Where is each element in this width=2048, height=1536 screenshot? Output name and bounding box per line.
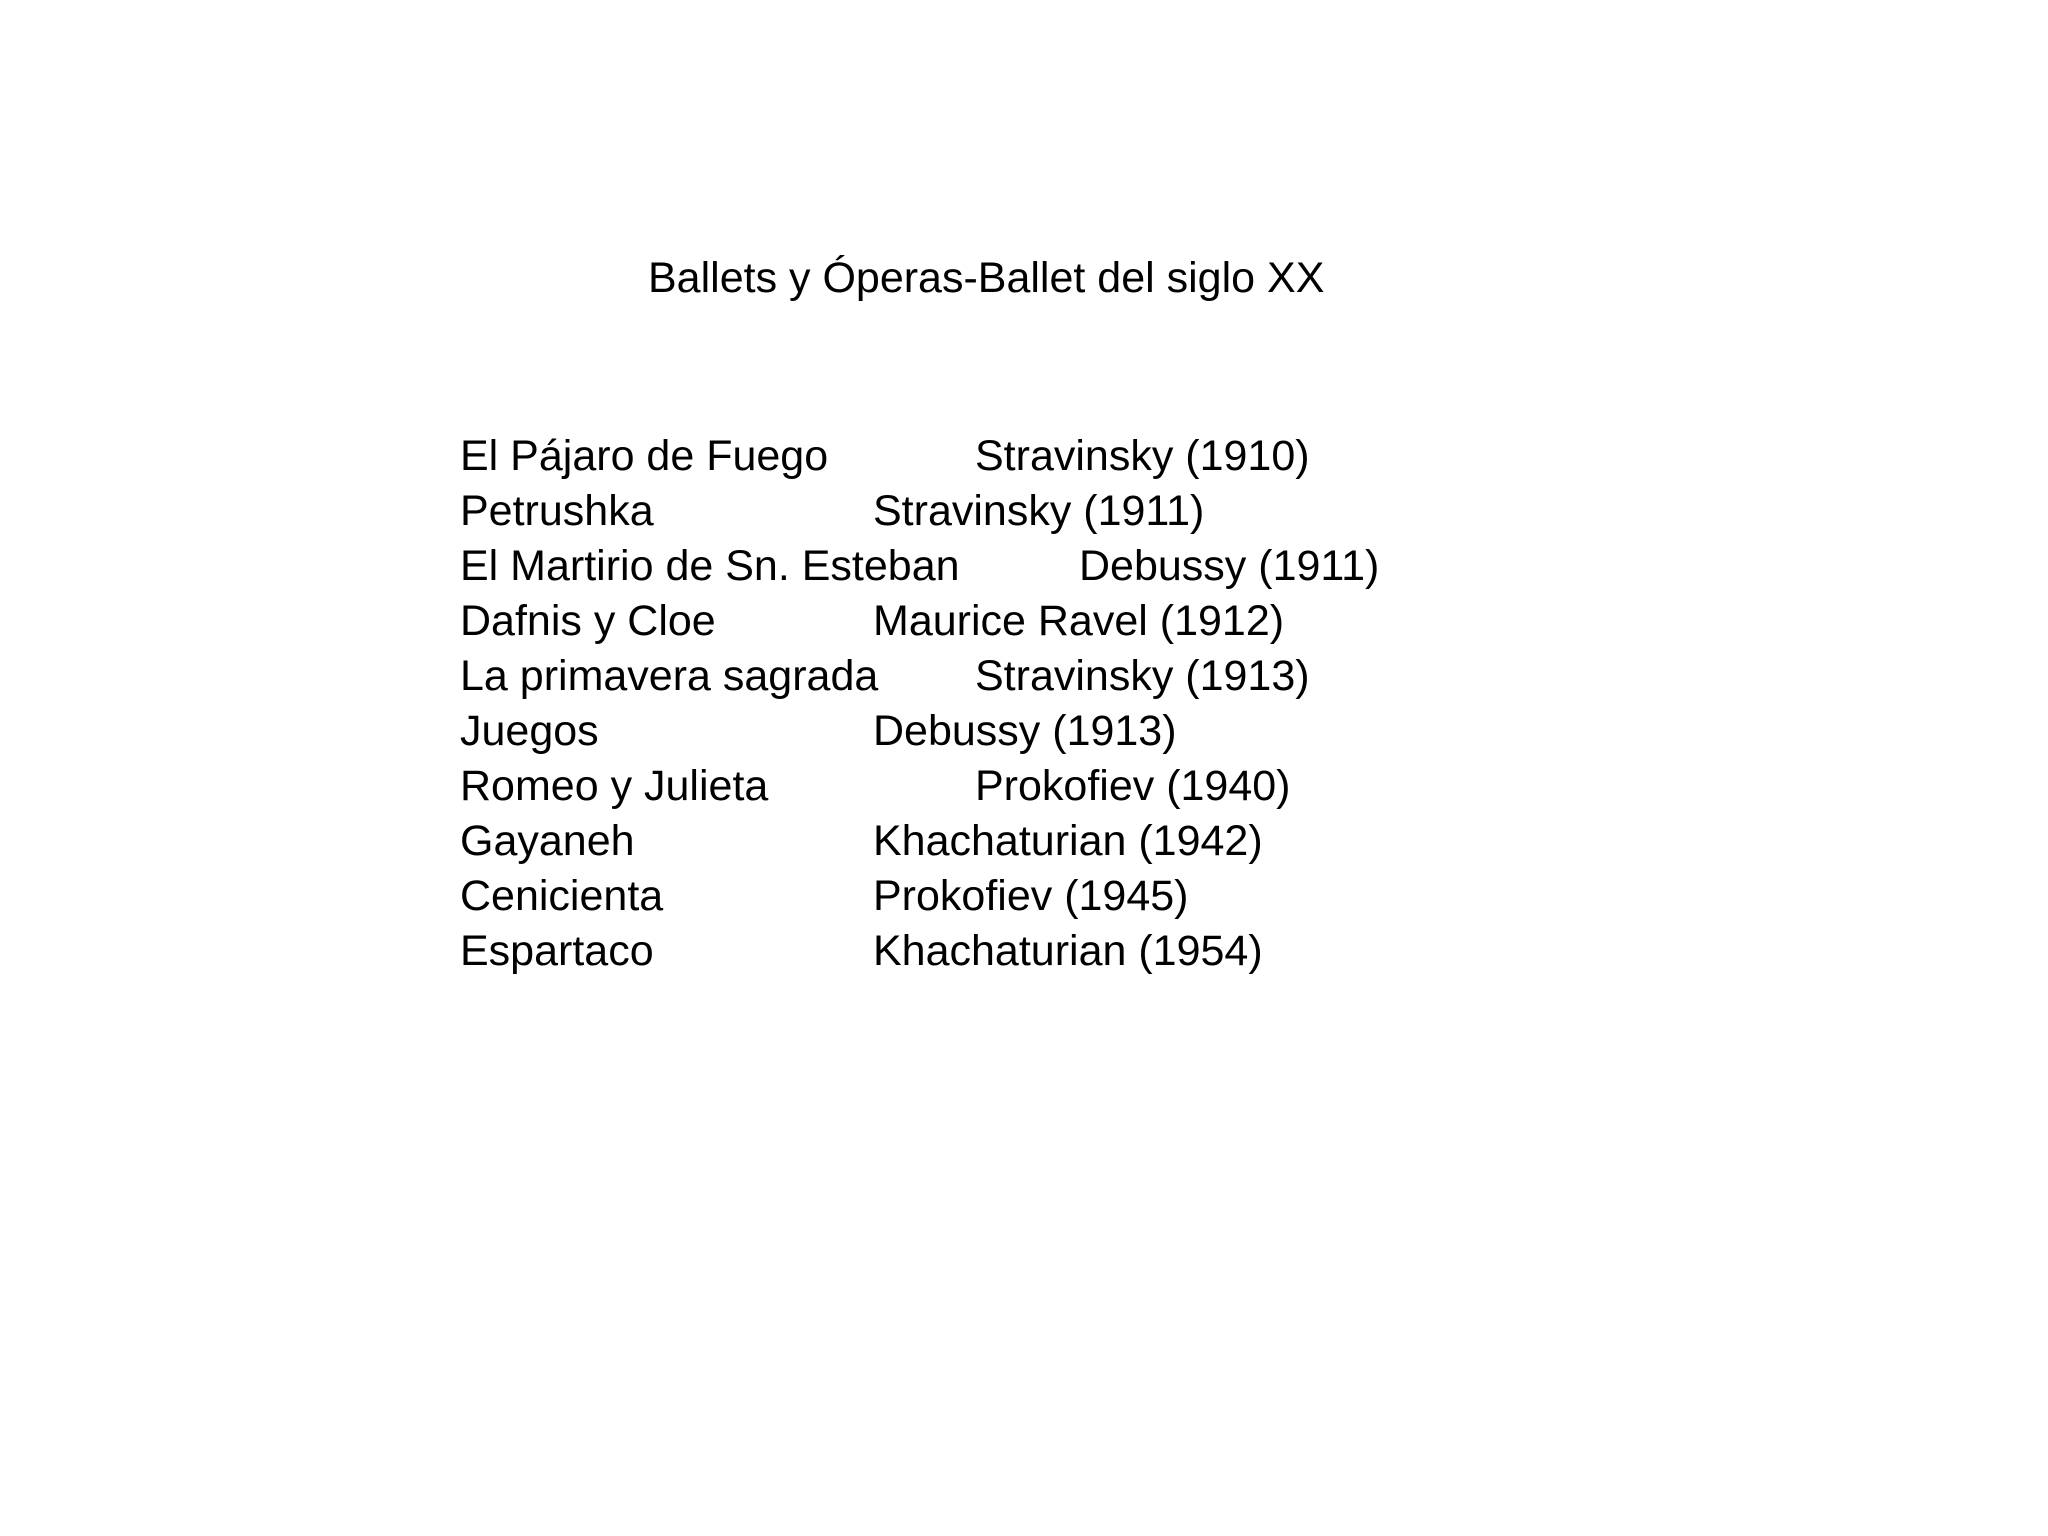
work-title: El Martirio de Sn. Esteban — [460, 542, 960, 590]
composer-year: Stravinsky (1913) — [975, 652, 1310, 700]
composer-year: Prokofiev (1940) — [975, 762, 1291, 810]
composer-year: Khachaturian (1954) — [873, 927, 1263, 975]
composer-year: Khachaturian (1942) — [873, 817, 1263, 865]
work-title: Gayaneh — [460, 817, 635, 865]
work-title: Espartaco — [460, 927, 654, 975]
composer-year: Stravinsky (1911) — [873, 487, 1205, 535]
composer-year: Maurice Ravel (1912) — [873, 597, 1285, 645]
slide-title: Ballets y Óperas-Ballet del siglo XX — [648, 254, 1325, 302]
composer-year: Debussy (1911) — [1079, 542, 1380, 590]
work-title: Petrushka — [460, 487, 654, 535]
work-title: Romeo y Julieta — [460, 762, 769, 810]
work-title: El Pájaro de Fuego — [460, 432, 829, 480]
composer-year: Prokofiev (1945) — [873, 872, 1189, 920]
work-title: La primavera sagrada — [460, 652, 879, 700]
composer-year: Debussy (1913) — [873, 707, 1177, 755]
work-title: Dafnis y Cloe — [460, 597, 716, 645]
composer-year: Stravinsky (1910) — [975, 432, 1310, 480]
work-title: Cenicienta — [460, 872, 664, 920]
work-title: Juegos — [460, 707, 599, 755]
